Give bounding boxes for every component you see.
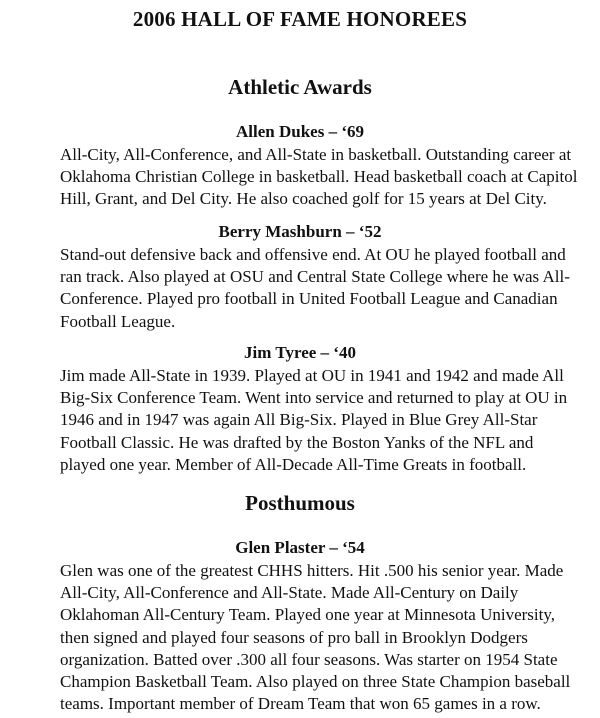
bio-line: Jim made All-State in 1939. Played at OU in 1941 and 1942 and made All bbox=[60, 366, 564, 385]
honoree-bio-jim-tyree bbox=[60, 365, 580, 476]
document-title: 2006 HALL OF FAME HONOREES bbox=[132, 7, 468, 31]
bio-line: Champion Basketball Team. Also played on three State Champion baseball bbox=[60, 672, 571, 692]
bio-line: then signed and played four seasons of pro ball in Brooklyn Dodgers bbox=[60, 627, 528, 647]
bio-line: Oklahoma Christian College in basketball. Head basketball coach at Capitol bbox=[60, 167, 578, 187]
bio-line: ran track. Also played at OSU and Central State College where he was All- bbox=[60, 267, 570, 287]
bio-line: played one year. Member of All-Decade All-Time Greats in football. bbox=[60, 454, 527, 474]
bio-line: Glen was one of the greatest CHHS hitters. Hit .500 his senior year. Made bbox=[60, 561, 564, 580]
section-heading-athletic-awards: Athletic Awards bbox=[228, 75, 372, 99]
honoree-bio-allen-dukes bbox=[60, 144, 580, 211]
honoree-name-glen-plaster: Glen Plaster – ‘54 bbox=[235, 538, 365, 557]
bio-line: 1946 and in 1947 was again All Big-Six. Played in Blue Grey All-Star bbox=[60, 410, 538, 430]
honoree-name-allen-dukes: Allen Dukes – ‘69 bbox=[236, 122, 364, 141]
section-heading-posthumous: Posthumous bbox=[245, 491, 355, 515]
honoree-bio-glen-plaster bbox=[60, 560, 580, 715]
bio-line: Conference. Played pro football in United Football League and Canadian bbox=[60, 289, 558, 309]
bio-line: teams. Important member of Dream Team that won 65 games in a row. bbox=[60, 694, 541, 714]
bio-line: Big-Six Conference Team. Went into service and returned to play at OU in bbox=[60, 388, 568, 408]
honoree-name-berry-mashburn: Berry Mashburn – ‘52 bbox=[218, 222, 382, 241]
bio-line: Hill, Grant, and Del City. He also coached golf for 15 years at Del City. bbox=[60, 189, 547, 209]
honoree-name-jim-tyree: Jim Tyree – ‘40 bbox=[244, 343, 356, 362]
bio-line: Stand-out defensive back and offensive end. At OU he played football and bbox=[60, 245, 566, 264]
bio-line: Oklahoman All-Century Team. Played one year at Minnesota University, bbox=[60, 605, 556, 625]
honoree-bio-berry-mashburn bbox=[60, 244, 580, 333]
bio-line: All-City, All-Conference, and All-State in basketball. Outstanding career at bbox=[60, 145, 572, 164]
bio-line: All-City, All-Conference and All-State. Made All-Century on Daily bbox=[60, 583, 519, 603]
bio-line: Football League. bbox=[60, 311, 176, 331]
bio-line: Football Classic. He was drafted by the Boston Yanks of the NFL and bbox=[60, 432, 534, 452]
bio-line: organization. Batted over .300 all four seasons. Was starter on 1954 State bbox=[60, 649, 558, 669]
